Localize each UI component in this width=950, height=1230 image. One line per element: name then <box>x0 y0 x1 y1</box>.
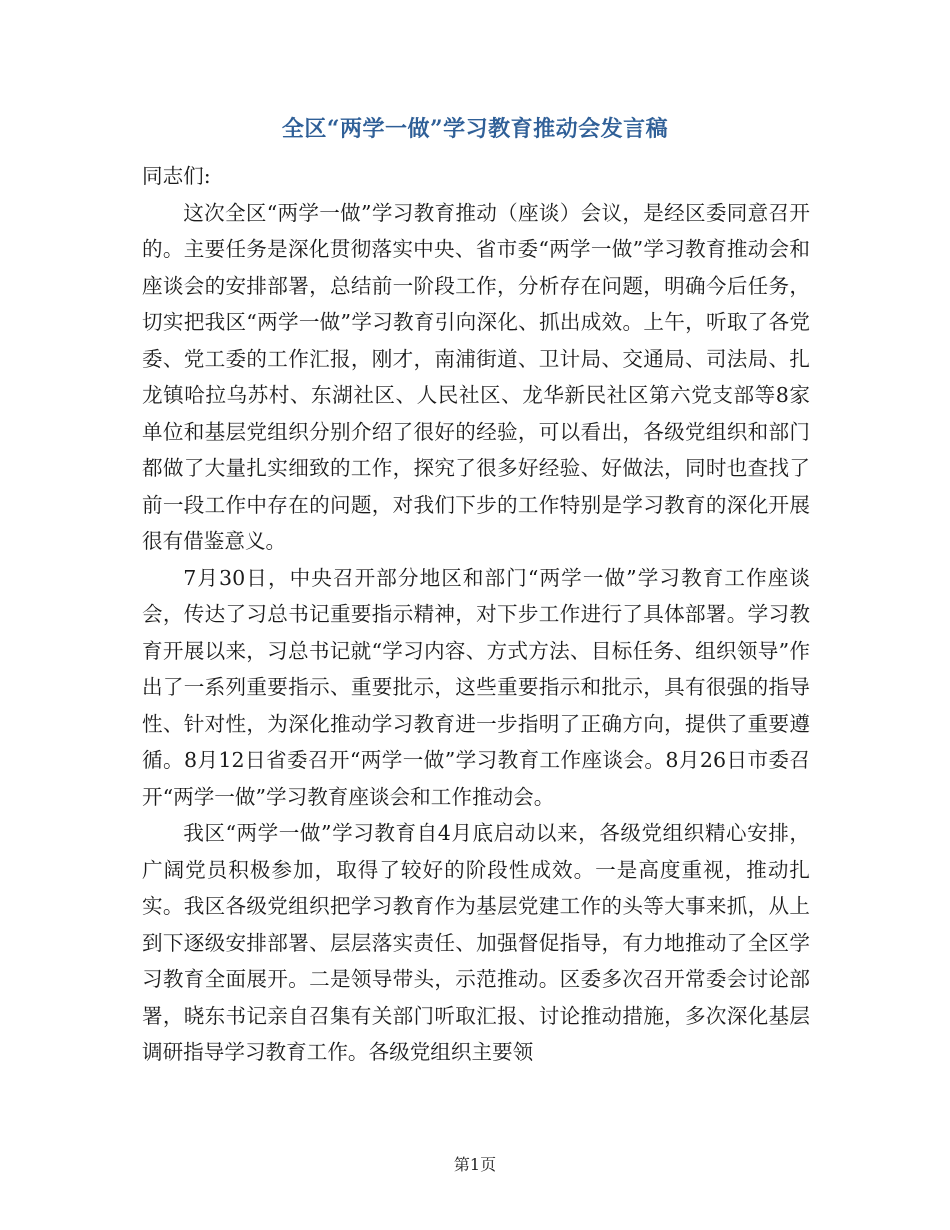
document-title: 全区“两学一做”学习教育推动会发言稿 <box>281 116 669 142</box>
paragraph-2: 7月30日，中央召开部分地区和部门“两学一做”学习教育工作座谈会，传达了习总书记重要指示精神，对下步工作进行了具体部署。学习教育开展以来，习总书记就“学习内容、方式方法、目标任务、组织领导”作出了一系列重要指示、重要批示，这些重要指示和批示，具有很强的指导性、针对性，为深化推动学习教育进一步指明了正确方向，提供了重要遵循。8月12日省委召开“两学一做”学习教育工作座谈会。8月26日市委召开“两学一做”学习教育座谈会和工作推动会。 <box>142 565 810 809</box>
paragraph-3: 我区“两学一做”学习教育自4月底启动以来，各级党组织精心安排，广阔党员积极参加，取得了较好的阶段性成效。一是高度重视，推动扎实。我区各级党组织把学习教育作为基层党建工作的头等大事来抓，从上到下逐级安排部署、层层落实责任、加强督促指导，有力地推动了全区学习教育全面展开。二是领导带头，示范推动。区委多次召开常委会讨论部署，晓东书记亲自召集有关部门听取汇报、讨论推动措施，多次深化基层调研指导学习教育工作。各级党组织主要领 <box>142 821 810 1064</box>
salutation: 同志们: <box>142 164 211 188</box>
document-body <box>142 158 810 1071</box>
paragraph-1: 这次全区“两学一做”学习教育推动（座谈）会议，是经区委同意召开的。主要任务是深化贯彻落实中央、省市委“两学一做”学习教育推动会和座谈会的安排部署，总结前一阶段工作，分析存在问题，明确今后任务，切实把我区“两学一做”学习教育引向深化、抓出成效。上午，听取了各党委、党工委的工作汇报，刚才，南浦街道、卫计局、交通局、司法局、扎龙镇哈拉乌苏村、东湖社区、人民社区、龙华新民社区第六党支部等8家单位和基层党组织分别介绍了很好的经验，可以看出，各级党组织和部门都做了大量扎实细致的工作，探究了很多好经验、好做法，同时也查找了前一段工作中存在的问题，对我们下步的工作特别是学习教育的深化开展很有借鉴意义。 <box>142 200 810 553</box>
page-number: 第1页 <box>453 1155 497 1174</box>
